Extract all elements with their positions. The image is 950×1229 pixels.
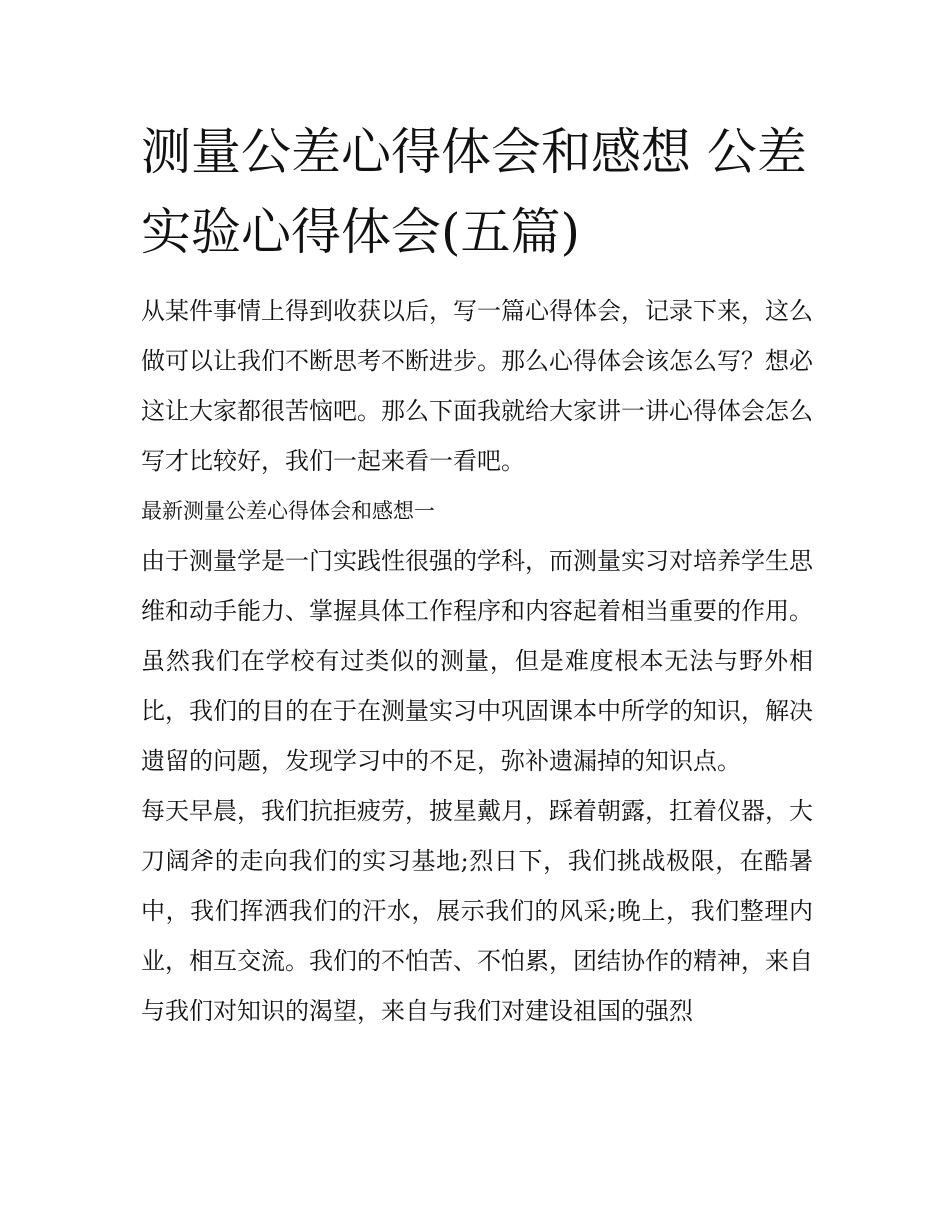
document-page [141, 112, 813, 1036]
document-title: 测量公差心得体会和感想 公差实验心得体会(五篇) [141, 123, 807, 261]
body-paragraph: 每天早晨，我们抗拒疲劳，披星戴月，踩着朝露，扛着仪器，大刀阔斧的走向我们的实习基地;烈日下，我们挑战极限，在酷暑中，我们挥洒我们的汗水，展示我们的风采;晚上，我们整理内业，相互交流。我们的不怕苦、不怕累，团结协作的精神，来自与我们对知识的渴望，来自与我们对建设祖国的强烈 [141, 797, 813, 1025]
body-paragraph: 由于测量学是一门实践性很强的学科，而测量实习对培养学生思维和动手能力、掌握具体工作程序和内容起着相当重要的作用。虽然我们在学校有过类似的测量，但是难度根本无法与野外相比，我们的目的在于在测量实习中巩固课本中所学的知识，解决遗留的问题，发现学习中的不足，弥补遗漏掉的知识点。 [141, 547, 813, 775]
intro-paragraph: 从某件事情上得到收获以后，写一篇心得体会，记录下来，这么做可以让我们不断思考不断进步。那么心得体会该怎么写？想必这让大家都很苦恼吧。那么下面我就给大家讲一讲心得体会怎么写才比较好，我们一起来看一看吧。 [141, 297, 813, 475]
section-heading: 最新测量公差心得体会和感想一 [141, 499, 435, 523]
document-body [141, 286, 813, 1036]
